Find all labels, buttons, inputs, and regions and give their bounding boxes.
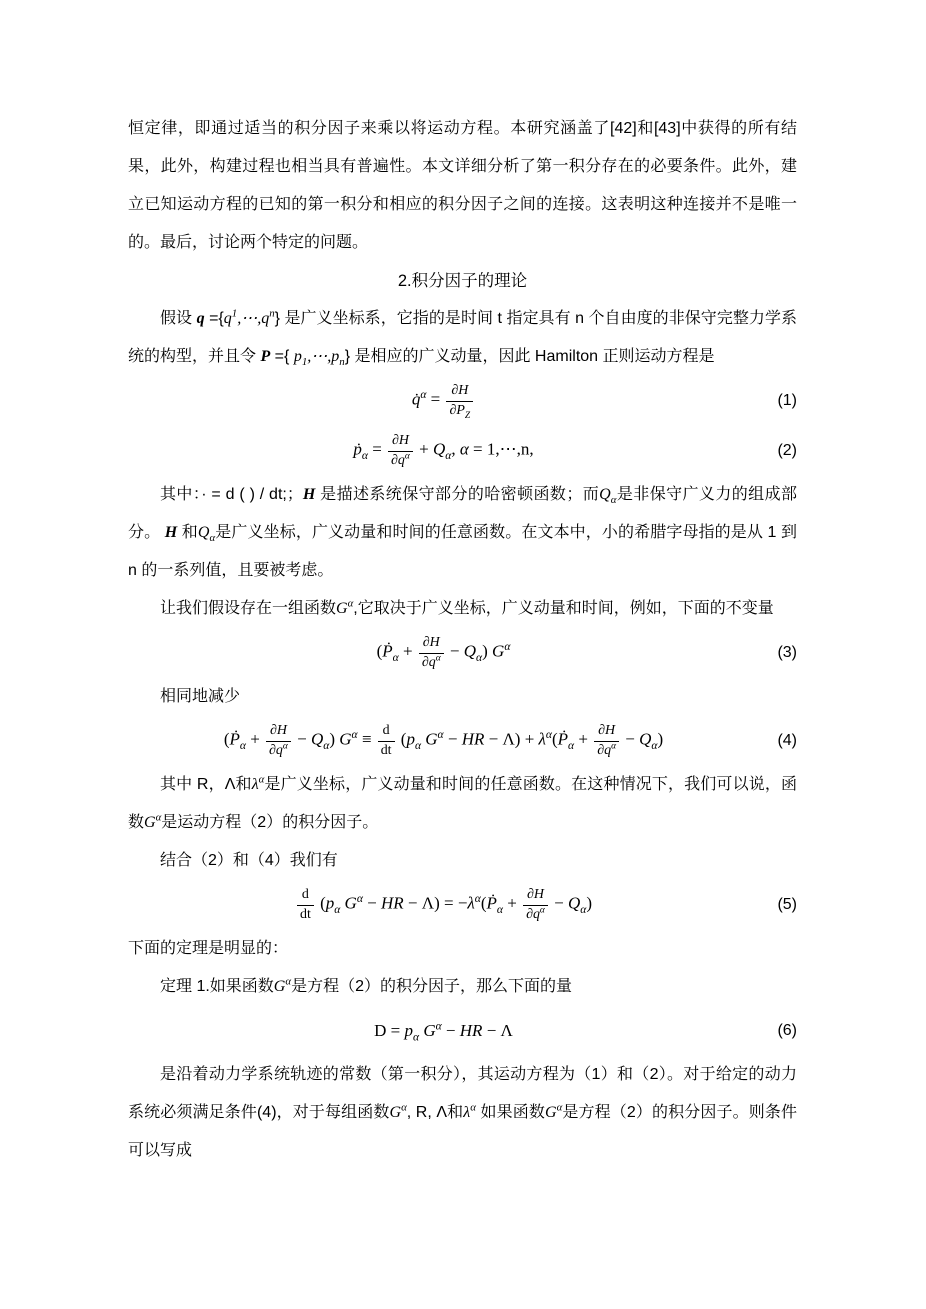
equation-row-1 [128,376,797,426]
text-run: 是沿着动力学系统轨迹的常数（第一积分），其运动方程为（1）和（2）。对于给定的动力系统必须满足条件(4)，对于每组函数 [128,1066,797,1121]
subscript: α [392,651,399,665]
subscript: α [580,903,587,917]
math-run: p [331,348,340,365]
text-run: ) [329,729,340,749]
bold-math-run: H [302,486,316,503]
math-run: Q [639,729,652,749]
text-run: } 是相应的广义动量，因此 Hamilton 正则运动方程是 [344,348,715,365]
text-run: = 1,⋯,n, [468,439,534,459]
section-heading: 2.积分因子的理论 [397,272,528,290]
text-run: 是广义坐标，广义动量和时间的任意函数。在文本中，小的希腊字母指的是从 1 到 n 的一系列值，且要被考虑。 [128,524,797,579]
text-run: 是方程（2）的积分因子。则条件可以写成 [128,1104,798,1159]
text-run: − Λ [482,1021,513,1041]
text-run: ( [396,729,407,749]
superscript: α [155,811,162,824]
math-run: Q [310,729,324,749]
text-run: − [292,729,311,749]
superscript: α [347,597,354,610]
superscript: α [437,728,444,742]
text-run: − [621,729,640,749]
text-run: ,它取决于广义坐标，广义动量和时间，例如，下面的不变量 [353,600,774,617]
fraction-numerator [388,432,413,450]
math-run: ∂P [449,402,465,418]
subscript: α [496,903,503,917]
fraction-numerator [266,722,291,740]
equation-row-4 [128,716,797,766]
document-content [128,110,797,1170]
math-run: ṗ [353,439,362,459]
text-run: + [398,641,417,661]
math-run: G [545,1104,557,1121]
paragraph [128,476,797,590]
equation-row-2 [128,426,797,476]
text-run: , [451,439,460,459]
math-run: p [404,1021,414,1041]
superscript: α [504,640,511,654]
text-run: 如果函数 [475,1104,546,1121]
superscript: α [470,1101,476,1114]
fraction-numerator [523,886,548,904]
math-run: HR [380,893,404,913]
text-run: ={ [270,348,294,365]
bold-math-run: H [164,524,178,541]
equation-number: (6) [777,1022,797,1039]
math-run: λ [251,776,259,793]
superscript: α [356,892,363,906]
text-run: ( [223,729,230,749]
math-run: λ [467,893,475,913]
subscript: α [476,651,483,665]
subscript: α [334,903,341,917]
superscript: α [611,740,617,751]
text-run: , R, Λ和 [406,1104,464,1121]
math-run: p [293,348,302,365]
subscript: α [568,739,575,753]
subscript: n [339,356,345,369]
text-run: + [245,729,265,749]
math-run: p [406,729,415,749]
equation-number: (1) [777,392,797,409]
equation-row-6 [128,1006,797,1056]
math-run: q [223,310,232,327]
text-run: − [445,641,464,661]
fraction-denominator [594,741,619,760]
math-run: ∂H [527,887,544,903]
math-run: Q [599,486,611,503]
math-run: ∂H [269,723,287,739]
bold-math-run: P [260,348,271,365]
fraction-numerator [446,382,473,400]
math-run: ∂H [451,383,469,399]
superscript: α [435,652,441,663]
subscript: α [239,739,246,753]
fraction-numerator [378,722,395,740]
text-run: 是描述系统保守部分的哈密顿函数；而 [315,486,600,503]
text-run: + [574,729,593,749]
math-run: G [144,814,156,831]
equation-row-3 [128,628,797,678]
fraction-denominator [446,401,473,420]
fraction [523,886,548,923]
fraction-denominator [388,451,413,470]
text-run: − [549,893,568,913]
subscript: α [445,449,452,463]
math-run: Ṗ [229,729,240,749]
paragraph [128,110,797,262]
math-run: Ṗ [486,893,497,913]
math-run: p [325,893,335,913]
text-run: ( [551,729,558,749]
subscript: α [651,739,658,753]
text-run: ≡ [357,729,376,749]
fraction [266,722,291,759]
text-run: − [443,729,462,749]
superscript: α [258,773,265,786]
text-run: 结合（2）和（4）我们有 [160,852,338,869]
text-run: 和 [177,524,198,541]
superscript: α [401,1101,407,1114]
text-run: ( [315,893,326,913]
math-run: ,⋯, [237,310,262,327]
text-run: − Λ) + [484,729,539,749]
text-run: 下面的定理是明显的： [128,940,289,957]
text-run: dt [299,906,311,922]
math-run: ∂H [422,635,440,651]
fraction [378,722,395,759]
subscript: Z [464,410,471,421]
math-run: ,⋯, [307,348,332,365]
text-run: 假设 [160,310,197,327]
text-run: 是非保守广义力的组成部分。 [128,486,797,541]
math-run: q [261,310,270,327]
text-run: + [414,439,433,459]
equation-row-5 [128,880,797,930]
text-run: 是方程（2）的积分因子，那么下面的量 [291,978,572,995]
text-run: ) [482,641,493,661]
superscript: α [545,728,552,742]
subscript: α [209,532,216,545]
text-run: + [502,893,522,913]
fraction-denominator [419,653,444,672]
math-run: λ [538,729,546,749]
fraction-denominator [266,741,291,760]
superscript: α [404,450,410,461]
text-run: 是运动方程（2）的积分因子。 [161,814,379,831]
equation-number: (5) [777,896,797,913]
superscript: 1 [231,307,238,320]
fraction-numerator [419,634,444,652]
text-run: − Λ) = − [403,893,468,913]
fraction-numerator [297,886,314,904]
math-run: Ṗ [557,729,569,749]
math-run: α [459,439,469,459]
paragraph [128,766,797,842]
math-run: G [389,1104,402,1121]
text-run: = [367,439,387,459]
subscript: α [413,1030,420,1044]
subscript: α [361,449,368,463]
fraction [446,382,473,419]
math-run: Q [197,524,210,541]
fraction-numerator [594,722,619,740]
math-run: ∂q [421,654,436,670]
superscript: α [435,1019,442,1033]
text-run: 定理 1.如果函数 [160,978,274,995]
fraction [388,432,413,469]
text-run: ={ [204,310,224,327]
fraction [419,634,444,671]
math-run: Ṗ [382,641,393,661]
math-run: G [423,1021,436,1041]
equation-content [353,432,533,469]
superscript: α [282,740,288,751]
math-run: ∂H [391,433,409,449]
math-run: Q [463,641,477,661]
bold-math-run: q [196,310,205,327]
text-run: ( [376,641,383,661]
superscript: α [351,728,358,742]
math-run: G [339,729,352,749]
fraction [594,722,619,759]
paragraph [128,968,797,1006]
equation-content [377,634,511,671]
equation-content [295,886,592,923]
fraction-denominator [378,741,395,760]
text-run: ) [657,729,664,749]
math-run: Q [432,439,446,459]
math-run: G [492,641,505,661]
text-run: d [301,887,309,903]
subscript: 1 [301,356,308,369]
text-run: − [441,1021,460,1041]
fraction-denominator [297,905,314,924]
text-run: 让我们假设存在一组函数 [160,600,337,617]
superscript: α [474,892,481,906]
math-run: G [344,893,357,913]
text-run: 是广义坐标，广义动量和时间的任意函数。在这种情况下，我们可以说，函数 [128,776,797,831]
math-run: HR [461,729,485,749]
fraction-denominator [523,905,548,924]
math-run: HR [459,1021,483,1041]
paragraph [128,590,797,628]
text-run: ( [480,893,487,913]
subscript: α [323,739,330,753]
math-run: ∂q [391,452,405,468]
math-run: q̇ [411,389,421,409]
equation-content [412,382,475,419]
superscript: α [285,975,292,988]
text-run: − [362,893,381,913]
paragraph [128,678,797,716]
equation-number: (4) [777,732,797,749]
math-run: G [425,729,438,749]
math-run: ∂q [526,906,540,922]
superscript: α [539,904,545,915]
superscript: n [269,307,275,320]
text-run: = [426,389,445,409]
text-run: 其中 R，Λ和 [160,776,252,793]
equation-content [224,722,663,759]
subscript: α [610,494,617,507]
equation-number: (3) [777,644,797,661]
paragraph [128,842,797,880]
superscript: α [420,388,427,402]
math-run: λ [463,1104,471,1121]
math-run: G [336,600,348,617]
math-run: ∂H [598,723,616,739]
text-run: 其中：· = d ( ) / dt;； [160,486,303,503]
paragraph [128,300,797,376]
superscript: α [556,1101,563,1114]
subscript: α [414,739,422,753]
math-run: G [273,978,286,995]
text-run: d [382,723,390,739]
fraction [297,886,314,923]
equation-content [374,1019,513,1044]
text-run: 恒定律，即通过适当的积分因子来乘以将运动方程。本研究涵盖了[42]和[43]中获得的所有结果，此外，构建过程也相当具有普遍性。本文详细分析了第一积分存在的必要条件。此外，建立已知运动方程的已知的第一积分和相应的积分因子之间的连接。这表明这种连接并不是唯一的。最后，讨论两个特定的问题。 [128,120,797,251]
text-run: dt [380,742,392,758]
paragraph [128,1056,797,1170]
text-run: D = [374,1021,405,1041]
math-run: ∂q [269,742,283,758]
text-run: } 是广义坐标系，它指的是时间 t 指定具有 n 个自由度的非保守完整力学系统的构型，并且令 [128,310,797,365]
text-run: ) [586,893,593,913]
math-run: ∂q [597,742,612,758]
equation-number: (2) [777,442,797,459]
text-run: 相同地减少 [160,688,241,705]
math-run: Q [568,893,581,913]
paragraph [128,930,797,968]
